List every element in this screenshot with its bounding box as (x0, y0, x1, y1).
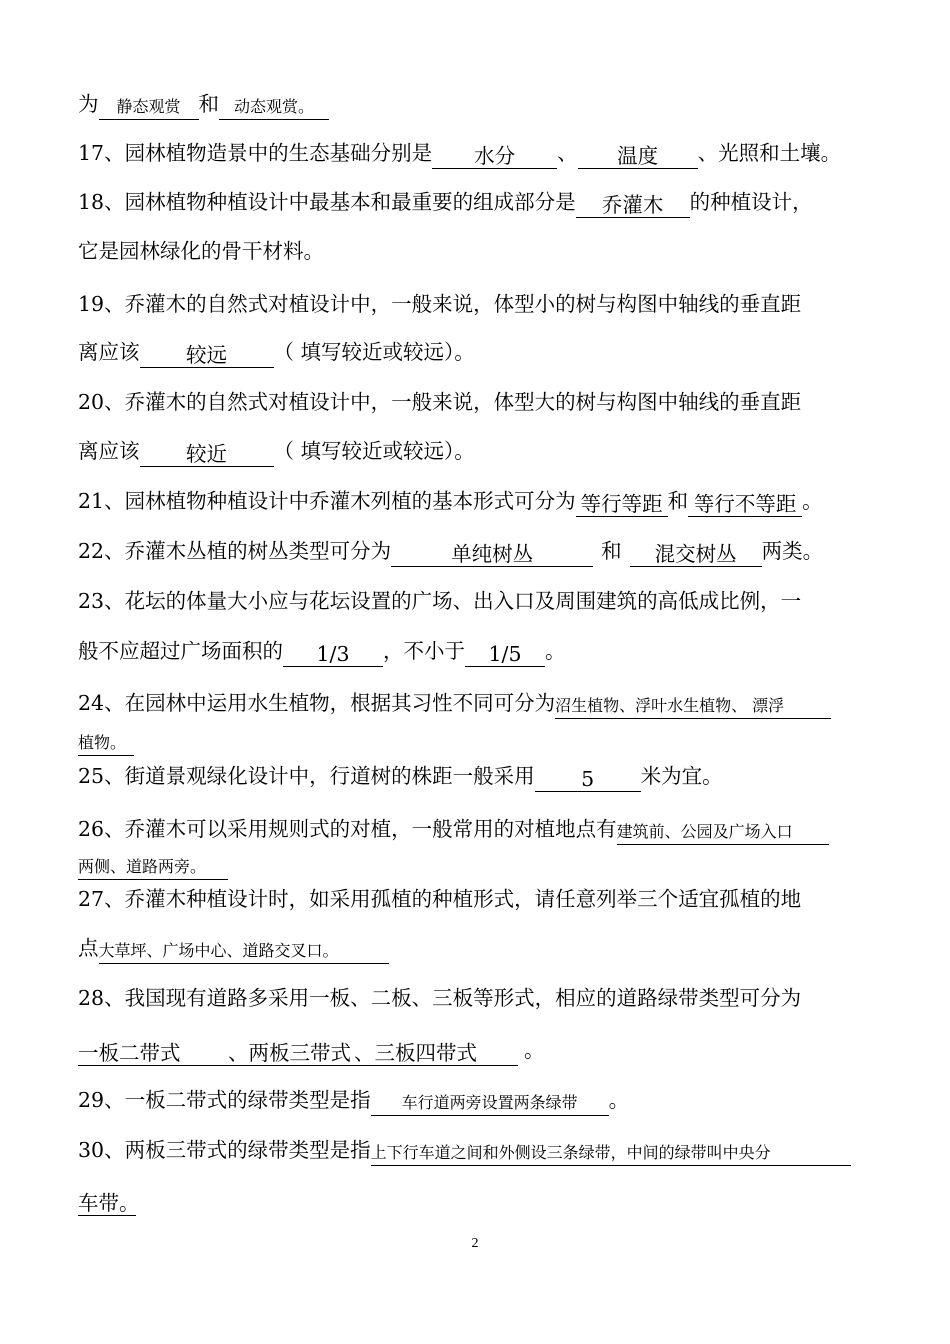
text-segment: 。 (802, 489, 823, 513)
fill-blank: 车行道两旁设置两条绿带 (371, 1088, 609, 1116)
text-segment: 为 (78, 92, 99, 116)
text-segment: 和 (667, 489, 689, 513)
text-line (78, 760, 872, 792)
text-line (78, 386, 872, 418)
text-segment: 。 (524, 1038, 545, 1062)
page-number: 2 (471, 1236, 479, 1251)
text-segment: 30、两板三带式的绿带类型是指 (78, 1138, 371, 1162)
text-line (78, 848, 872, 880)
fill-blank: 上下行车道之间和外侧设三条绿带，中间的绿带叫中央分 (371, 1138, 851, 1166)
text-segment: 、光照和土壤。 (697, 141, 842, 165)
fill-blank: 较远 (140, 340, 274, 368)
text-segment: 28、我国现有道路多采用一板、二板、三板等形式，相应的道路绿带类型可分为 (78, 986, 802, 1010)
text-segment: 27、乔灌木种植设计时，如采用孤植的种植形式，请任意列举三个适宜孤植的地 (78, 887, 802, 911)
fill-blank: 等行不等距 (688, 489, 802, 517)
fill-blank: 、三板四带式 (354, 1038, 518, 1066)
fill-blank: 两侧、道路两旁。 (78, 852, 228, 880)
fill-blank: 1/3 (283, 639, 383, 667)
fill-blank: 单纯树丛 (391, 539, 593, 567)
text-segment: 20、乔灌木的自然式对植设计中，一般来说，体型大的树与构图中轴线的垂直距 (78, 390, 802, 414)
text-line (78, 1084, 872, 1116)
fill-blank: 乔灌木 (576, 190, 690, 218)
fill-blank: 水分 (432, 141, 557, 169)
text-segment: 般不应超过广场面积的 (78, 639, 283, 663)
text-line (78, 137, 872, 169)
fill-blank: 沼生植物、浮叶水生植物、 漂浮 (555, 691, 831, 719)
text-line (78, 1034, 872, 1066)
text-line (78, 535, 872, 567)
text-segment: 21、园林植物种植设计中乔灌木列植的基本形式可分为 (78, 489, 576, 513)
text-segment: 米为宜。 (640, 764, 723, 788)
fill-blank: 温度 (578, 141, 698, 169)
text-line (78, 635, 872, 667)
text-segment: 离应该 (78, 340, 140, 364)
text-line (78, 336, 872, 368)
text-segment: 和 (601, 539, 622, 563)
fill-blank: 大草坪、广场中心、道路交叉口。 (99, 936, 389, 964)
text-segment: 两类。 (761, 539, 824, 563)
fill-blank: 、两板三带式 (228, 1038, 354, 1066)
text-segment: 点 (78, 936, 99, 960)
fill-blank: 混交树丛 (630, 539, 762, 567)
text-line (78, 585, 872, 617)
text-segment: 。 (545, 639, 566, 663)
text-line (78, 724, 872, 756)
text-line (78, 1184, 872, 1216)
text-segment: 离应该 (78, 439, 140, 463)
text-segment: 、 (557, 141, 578, 165)
fill-blank: 动态观赏。 (219, 92, 329, 120)
text-segment: 25、街道景观绿化设计中，行道树的株距一般采用 (78, 764, 535, 788)
text-line (78, 1134, 872, 1166)
text-line (78, 235, 872, 267)
fill-blank: 较近 (140, 439, 274, 467)
fill-blank: 一板二带式 (78, 1038, 228, 1066)
text-segment: 23、花坛的体量大小应与花坛设置的广场、出入口及周围建筑的高低成比例，一 (78, 589, 802, 613)
text-segment: 它是园林绿化的骨干材料。 (78, 239, 324, 263)
text-line (78, 88, 872, 120)
text-line (78, 485, 872, 517)
text-segment: 29、一板二带式的绿带类型是指 (78, 1088, 371, 1112)
text-segment: 17、园林植物造景中的生态基础分别是 (78, 141, 433, 165)
text-line (78, 932, 872, 964)
text-line (78, 982, 872, 1014)
text-line (78, 883, 872, 915)
text-segment: 26、乔灌木可以采用规则式的对植，一般常用的对植地点有 (78, 817, 617, 841)
text-segment: 22、乔灌木丛植的树丛类型可分为 (78, 539, 392, 563)
text-segment: 和 (198, 92, 219, 116)
fill-blank: 建筑前、公园及广场入口 (617, 817, 829, 845)
fill-blank: 车带。 (78, 1188, 136, 1216)
fill-blank: 1/5 (465, 639, 545, 667)
text-line (78, 186, 872, 218)
text-line (78, 435, 872, 467)
fill-blank: 植物。 (78, 728, 134, 756)
text-segment: 24、在园林中运用水生植物，根据其习性不同可分为 (78, 691, 556, 715)
fill-blank: 静态观赏 (99, 92, 199, 120)
text-line (78, 813, 872, 845)
text-segment: 19、乔灌木的自然式对植设计中，一般来说，体型小的树与构图中轴线的垂直距 (78, 292, 802, 316)
fill-blank: 等行等距 (576, 489, 668, 517)
text-segment: ，不小于 (383, 639, 465, 663)
text-segment: 的种植设计， (689, 190, 813, 214)
text-line (78, 687, 872, 719)
text-segment: （ 填写较近或较远）。 (273, 439, 475, 463)
fill-blank: 5 (535, 764, 641, 792)
text-segment: 18、园林植物种植设计中最基本和最重要的组成部分是 (78, 190, 576, 214)
text-segment: 。 (608, 1088, 630, 1112)
text-line (78, 288, 872, 320)
text-segment: （ 填写较近或较远）。 (273, 340, 475, 364)
